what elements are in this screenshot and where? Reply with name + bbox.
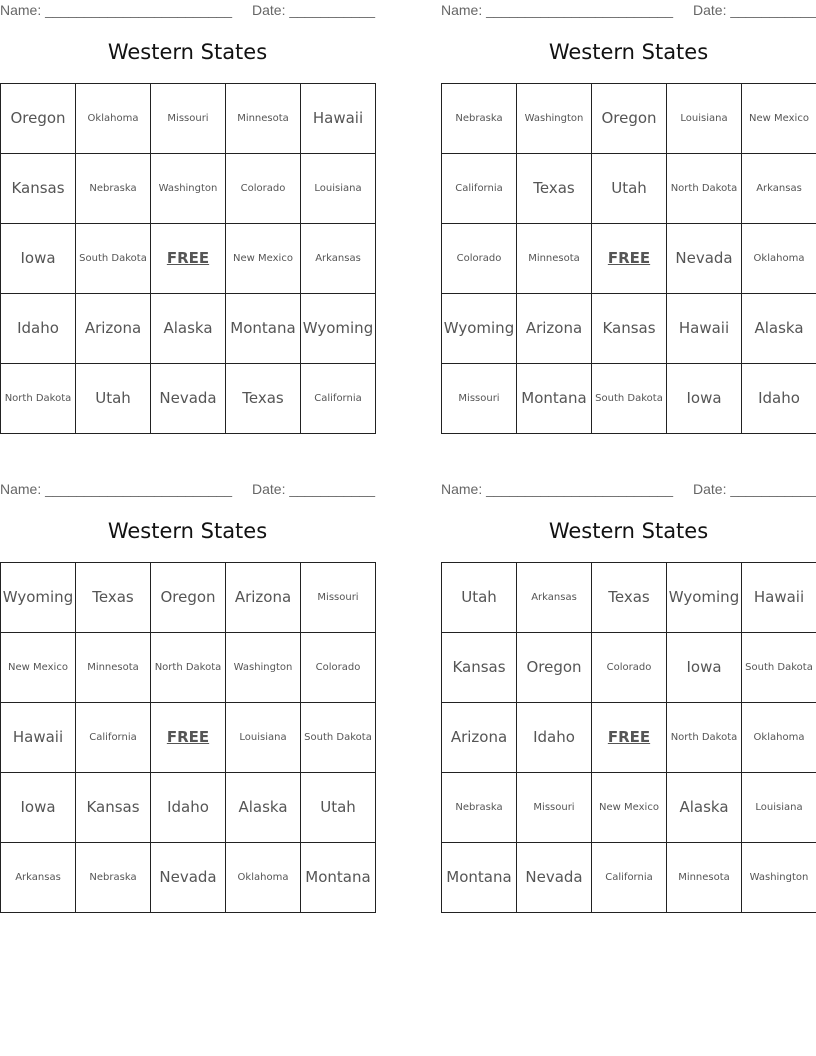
name-field-label: Name: ________________________ — [441, 2, 673, 18]
bingo-cell: Nevada — [151, 364, 226, 434]
name-date-line — [441, 2, 816, 20]
grid-row — [1, 224, 376, 294]
bingo-cell: Alaska — [226, 773, 301, 843]
bingo-cell: Nevada — [151, 843, 226, 913]
bingo-cell: New Mexico — [1, 633, 76, 703]
bingo-cell: Colorado — [442, 224, 517, 294]
grid-row — [442, 843, 816, 913]
bingo-cell: Arizona — [76, 294, 151, 364]
grid-row — [442, 294, 816, 364]
bingo-cell: Colorado — [592, 633, 667, 703]
bingo-cell: California — [301, 364, 376, 434]
free-space-cell: FREE — [151, 703, 226, 773]
bingo-cell: Montana — [517, 364, 592, 434]
grid-row — [1, 703, 376, 773]
bingo-cell: Iowa — [1, 224, 76, 294]
card-title: Western States — [107, 519, 268, 543]
bingo-cell: North Dakota — [151, 633, 226, 703]
bingo-cell: Arkansas — [517, 563, 592, 633]
grid-row — [1, 633, 376, 703]
date-field-label: Date: ___________ — [693, 481, 816, 497]
bingo-cell: Louisiana — [301, 154, 376, 224]
name-field-label: Name: ________________________ — [441, 481, 673, 497]
bingo-cell: North Dakota — [667, 703, 742, 773]
bingo-cell: Washington — [226, 633, 301, 703]
grid-row — [1, 84, 376, 154]
bingo-cell: New Mexico — [742, 84, 816, 154]
bingo-cell: Iowa — [667, 633, 742, 703]
bingo-cell: Utah — [442, 563, 517, 633]
bingo-cell: Missouri — [301, 563, 376, 633]
bingo-card-2 — [441, 0, 816, 440]
grid-row — [1, 364, 376, 434]
bingo-grid — [441, 83, 816, 434]
free-space-cell: FREE — [151, 224, 226, 294]
bingo-cell: New Mexico — [592, 773, 667, 843]
bingo-card-3 — [0, 479, 375, 919]
bingo-cell: South Dakota — [592, 364, 667, 434]
date-field-label: Date: ___________ — [693, 2, 816, 18]
bingo-grid — [441, 562, 816, 913]
bingo-cell: Oklahoma — [226, 843, 301, 913]
bingo-cell: California — [592, 843, 667, 913]
bingo-cell: Oklahoma — [742, 703, 816, 773]
bingo-cell: Nebraska — [442, 773, 517, 843]
grid-row — [1, 154, 376, 224]
bingo-cell: Wyoming — [301, 294, 376, 364]
free-space-cell: FREE — [592, 224, 667, 294]
bingo-cell: Oklahoma — [742, 224, 816, 294]
grid-row — [442, 84, 816, 154]
bingo-card-1 — [0, 0, 375, 440]
grid-row — [442, 364, 816, 434]
card-title: Western States — [107, 40, 268, 64]
bingo-cell: Missouri — [151, 84, 226, 154]
name-date-line — [0, 2, 375, 20]
bingo-cell: Missouri — [442, 364, 517, 434]
bingo-cell: Iowa — [667, 364, 742, 434]
bingo-cell: Kansas — [76, 773, 151, 843]
bingo-cell: Wyoming — [667, 563, 742, 633]
bingo-cell: South Dakota — [742, 633, 816, 703]
bingo-cell: Alaska — [151, 294, 226, 364]
grid-row — [442, 154, 816, 224]
bingo-cell: South Dakota — [301, 703, 376, 773]
bingo-cell: Idaho — [1, 294, 76, 364]
bingo-cell: Hawaii — [301, 84, 376, 154]
bingo-cell: Iowa — [1, 773, 76, 843]
bingo-cell: Oregon — [517, 633, 592, 703]
bingo-cell: Wyoming — [1, 563, 76, 633]
bingo-cell: Hawaii — [1, 703, 76, 773]
date-field-label: Date: ___________ — [252, 481, 375, 497]
bingo-cell: Oregon — [151, 563, 226, 633]
bingo-cell: Louisiana — [226, 703, 301, 773]
bingo-cell: Alaska — [742, 294, 816, 364]
bingo-cell: Hawaii — [742, 563, 816, 633]
grid-row — [442, 633, 816, 703]
bingo-cell: Minnesota — [226, 84, 301, 154]
bingo-cell: Kansas — [592, 294, 667, 364]
bingo-cell: Washington — [151, 154, 226, 224]
bingo-cell: Montana — [226, 294, 301, 364]
bingo-cell: Nebraska — [442, 84, 517, 154]
name-date-line — [0, 481, 375, 499]
bingo-cell: Kansas — [1, 154, 76, 224]
bingo-cell: Arizona — [442, 703, 517, 773]
bingo-cell: Nevada — [667, 224, 742, 294]
bingo-grid — [0, 562, 376, 913]
bingo-cell: Nevada — [517, 843, 592, 913]
bingo-cell: Kansas — [442, 633, 517, 703]
bingo-cell: Texas — [517, 154, 592, 224]
bingo-cell: Utah — [592, 154, 667, 224]
bingo-cell: Louisiana — [742, 773, 816, 843]
bingo-cell: Arizona — [517, 294, 592, 364]
grid-row — [1, 563, 376, 633]
bingo-cell: Idaho — [151, 773, 226, 843]
card-title: Western States — [548, 40, 709, 64]
grid-row — [442, 703, 816, 773]
bingo-cell: Oklahoma — [76, 84, 151, 154]
bingo-cell: Texas — [226, 364, 301, 434]
bingo-cell: Colorado — [226, 154, 301, 224]
bingo-cell: Washington — [742, 843, 816, 913]
bingo-cell: New Mexico — [226, 224, 301, 294]
bingo-cell: Montana — [301, 843, 376, 913]
bingo-cell: Missouri — [517, 773, 592, 843]
bingo-cell: Minnesota — [76, 633, 151, 703]
bingo-cell: South Dakota — [76, 224, 151, 294]
bingo-cell: North Dakota — [1, 364, 76, 434]
name-field-label: Name: ________________________ — [0, 2, 232, 18]
grid-row — [1, 773, 376, 843]
grid-row — [442, 773, 816, 843]
bingo-cell: Idaho — [742, 364, 816, 434]
bingo-card-4 — [441, 479, 816, 919]
bingo-cell: Alaska — [667, 773, 742, 843]
bingo-cell: Hawaii — [667, 294, 742, 364]
bingo-cell: Texas — [76, 563, 151, 633]
bingo-cell: Minnesota — [667, 843, 742, 913]
bingo-grid — [0, 83, 376, 434]
bingo-cell: Utah — [76, 364, 151, 434]
bingo-cell: Arkansas — [742, 154, 816, 224]
bingo-cell: Louisiana — [667, 84, 742, 154]
bingo-cell: Oregon — [1, 84, 76, 154]
bingo-cell: Washington — [517, 84, 592, 154]
grid-row — [442, 563, 816, 633]
bingo-cell: Idaho — [517, 703, 592, 773]
bingo-cell: California — [442, 154, 517, 224]
bingo-cell: Texas — [592, 563, 667, 633]
bingo-cell: Montana — [442, 843, 517, 913]
grid-row — [1, 843, 376, 913]
bingo-cell: Colorado — [301, 633, 376, 703]
bingo-cell: Minnesota — [517, 224, 592, 294]
date-field-label: Date: ___________ — [252, 2, 375, 18]
bingo-cell: Nebraska — [76, 843, 151, 913]
bingo-cell: Arizona — [226, 563, 301, 633]
bingo-cell: Wyoming — [442, 294, 517, 364]
card-title: Western States — [548, 519, 709, 543]
bingo-cell: Arkansas — [1, 843, 76, 913]
grid-row — [442, 224, 816, 294]
bingo-cell: North Dakota — [667, 154, 742, 224]
bingo-cell: Arkansas — [301, 224, 376, 294]
name-field-label: Name: ________________________ — [0, 481, 232, 497]
free-space-cell: FREE — [592, 703, 667, 773]
bingo-cell: Oregon — [592, 84, 667, 154]
name-date-line — [441, 481, 816, 499]
bingo-cell: California — [76, 703, 151, 773]
bingo-cell: Nebraska — [76, 154, 151, 224]
bingo-cell: Utah — [301, 773, 376, 843]
grid-row — [1, 294, 376, 364]
